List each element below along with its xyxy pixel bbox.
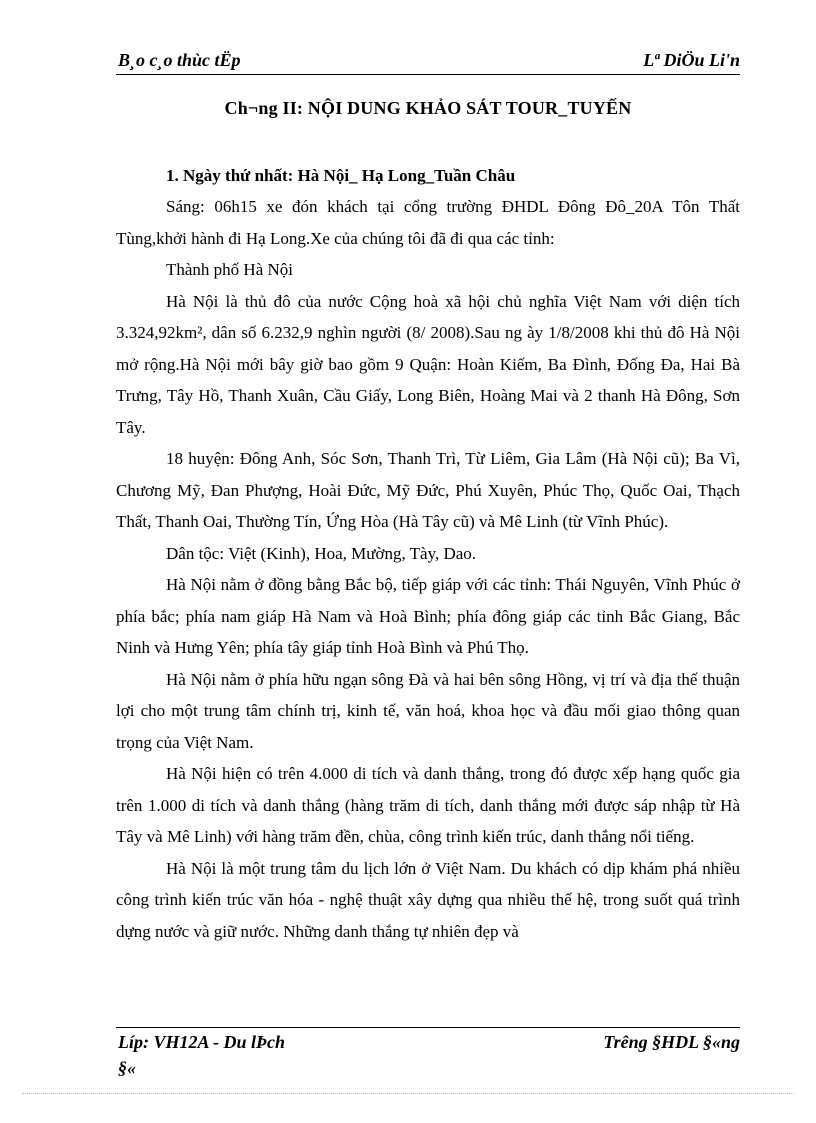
footer-class: Líp: VH12A - Du lÞch xyxy=(118,1032,286,1052)
section-heading: 1. Ngày thứ nhất: Hà Nội_ Hạ Long_Tuần Châu xyxy=(166,166,516,185)
paragraph: 18 huyện: Đông Anh, Sóc Sơn, Thanh Trì, Từ Liêm, Gia Lâm (Hà Nội cũ); Ba Vì, Chương Mỹ, Đan Phượng, Hoài Đức, Mỹ Đức, Phú Xuyên, Phúc Thọ, Quốc Oai, Thạch Thất, Thanh Oai, Thường Tín, Ứng Hòa (Hà Tây cũ) và Mê Linh (từ Vĩnh Phúc). xyxy=(116,449,740,531)
paragraph: Dân tộc: Việt (Kinh), Hoa, Mường, Tày, Dao. xyxy=(166,543,477,563)
paragraph: Hà Nội nằm ở đồng bằng Bắc bộ, tiếp giáp với các tỉnh: Thái Nguyên, Vĩnh Phúc ở phía bắc; phía nam giáp Hà Nam và Hoà Bình; phía đông giáp các tỉnh Bắc Giang, Bắc Ninh và Hưng Yên; phía tây giáp tỉnh Hoà Bình và Phú Thọ. xyxy=(116,575,740,657)
footer-school-continued: §« xyxy=(118,1058,136,1078)
footer-school: Trêng §HDL §«ng xyxy=(603,1032,740,1052)
chapter-title: Ch¬ng II: NỘI DUNG KHẢO SÁT TOUR_TUYẾN xyxy=(224,98,632,118)
header-report-title: B¸o c¸o thùc tËp xyxy=(118,50,241,70)
paragraph: Hà Nội là một trung tâm du lịch lớn ở Việt Nam. Du khách có dịp khám phá nhiều công trình kiến trúc văn hóa - nghệ thuật xây dựng qua nhiều thế hệ, trong suốt quá trình dựng nước và giữ nước. Những danh thắng tự nhiên đẹp và xyxy=(116,858,740,941)
paragraph: Thành phố Hà Nội xyxy=(166,260,294,279)
paragraph: Sáng: 06h15 xe đón khách tại cổng trường ĐHDL Đông Đô_20A Tôn Thất Tùng,khởi hành đi Hạ Long.Xe của chúng tôi đã đi qua các tỉnh: xyxy=(116,197,740,248)
page-footer xyxy=(116,1027,740,1078)
page-header xyxy=(116,48,740,75)
page-edge-divider xyxy=(22,1093,794,1094)
paragraph: Hà Nội hiện có trên 4.000 di tích và danh thắng, trong đó được xếp hạng quốc gia trên 1.000 di tích và danh thắng (hàng trăm di tích, danh thắng mới được sáp nhập từ Hà Tây và Mê Linh) với hàng trăm đền, chùa, công trình kiến trúc, danh thắng nổi tiếng. xyxy=(116,764,740,846)
paragraph: Hà Nội nằm ở phía hữu ngạn sông Đà và hai bên sông Hồng, vị trí và địa thế thuận lợi cho một trung tâm chính trị, kinh tế, văn hoá, khoa học và đầu mối giao thông quan trọng của Việt Nam. xyxy=(116,669,740,752)
paragraph: Hà Nội là thủ đô của nước Cộng hoà xã hội chủ nghĩa Việt Nam với diện tích 3.324,92km², dân số 6.232,9 nghìn người (8/ 2008).Sau ng ày 1/8/2008 khi thủ đô Hà Nội mở rộng.Hà Nội mới bây giờ bao gồm 9 Quận: Hoàn Kiếm, Ba Đình, Đống Đa, Hai Bà Trưng, Tây Hồ, Thanh Xuân, Cầu Giấy, Long Biên, Hoàng Mai và 2 thanh Hà Đông, Sơn Tây. xyxy=(116,291,740,437)
document-body xyxy=(116,160,740,947)
header-author: Lª DiÖu Li'n xyxy=(643,50,740,70)
